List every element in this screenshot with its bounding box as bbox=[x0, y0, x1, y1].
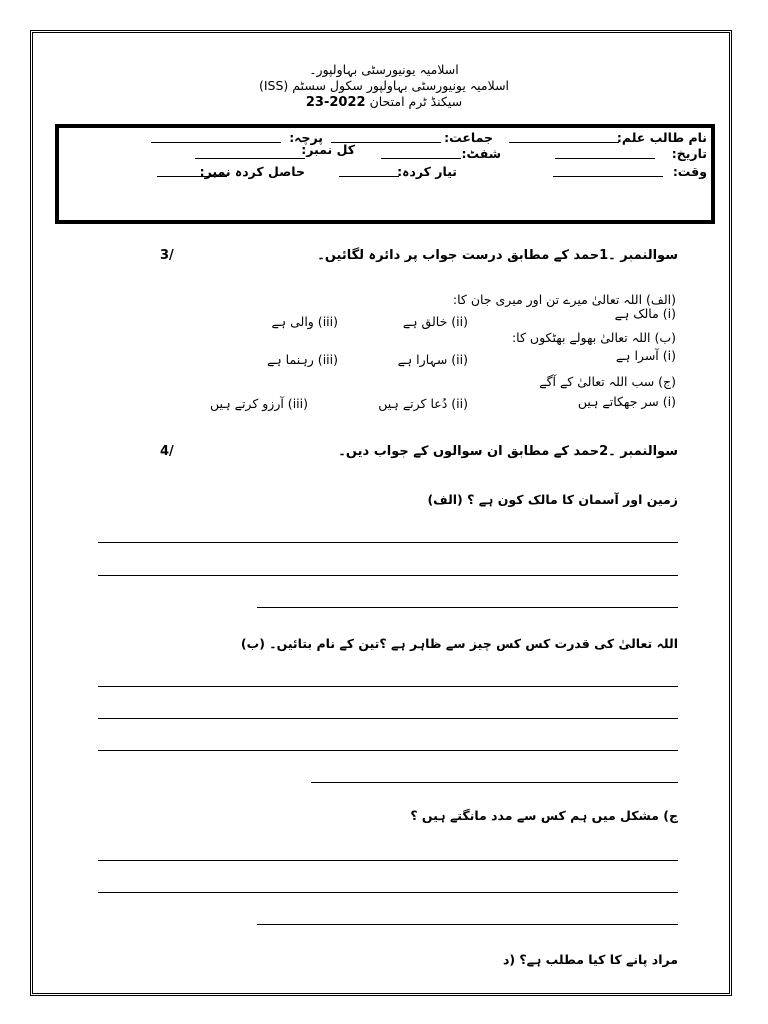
q2a-question: زمین اور آسمان کا مالک کون ہے ؟ (الف) bbox=[427, 492, 678, 507]
obtained-marks-field[interactable] bbox=[157, 176, 227, 177]
student-name-field[interactable] bbox=[509, 142, 619, 143]
q2c-question: ج) مشکل میں ہم کس سے مدد مانگتے ہیں ؟ bbox=[410, 808, 678, 823]
total-marks-field[interactable] bbox=[195, 158, 305, 159]
q1c-option-iii[interactable]: (iii) آرزو کرتے ہیں bbox=[210, 396, 308, 411]
q1-heading: سوالنمبر ۔1حمد کے مطابق درست جواب پر دائرہ لگائیں۔ bbox=[317, 248, 678, 263]
q1a-stem: (الف) اللہ تعالیٰ میرے تن اور میری جان کا: bbox=[452, 292, 676, 307]
q2d-question: مراد پانے کا کیا مطلب ہے؟ (د bbox=[502, 952, 678, 967]
q1-marks: 3/ bbox=[160, 248, 174, 263]
q2-marks: 4/ bbox=[160, 444, 174, 459]
q1a-option-ii[interactable]: (ii) خالق ہے bbox=[402, 314, 468, 329]
shift-label: شفٹ: bbox=[461, 146, 501, 161]
q2b-answer-line[interactable] bbox=[98, 718, 678, 719]
q2a-answer-line[interactable] bbox=[98, 542, 678, 543]
q1b-option-ii[interactable]: (ii) سہارا ہے bbox=[397, 352, 468, 367]
q1c-option-i[interactable]: (i) سر جھکاتے ہیں bbox=[577, 394, 676, 409]
q1a-option-i[interactable]: (i) مالک ہے bbox=[614, 306, 676, 321]
q2c-answer-line[interactable] bbox=[98, 892, 678, 893]
q1b-option-i[interactable]: (i) آسرا ہے bbox=[615, 348, 676, 363]
student-info-box bbox=[55, 124, 715, 224]
university-name: اسلامیہ یونیورسٹی بہاولپور۔ bbox=[309, 62, 459, 77]
shift-field[interactable] bbox=[381, 158, 461, 159]
prepared-by-field[interactable] bbox=[339, 176, 399, 177]
q2c-answer-line[interactable] bbox=[257, 924, 678, 925]
q2b-question: اللہ تعالیٰ کی قدرت کس کس چیز سے ظاہر ہے ؟تین کے نام بتائیں۔ (ب) bbox=[240, 636, 678, 651]
time-label: وقت: bbox=[672, 164, 707, 179]
q2b-answer-line[interactable] bbox=[98, 750, 678, 751]
q2a-answer-line[interactable] bbox=[257, 607, 678, 608]
paper-label: پرچہ: bbox=[289, 130, 323, 145]
q1a-option-iii[interactable]: (iii) والی ہے bbox=[271, 314, 338, 329]
date-label: تاریخ: bbox=[671, 146, 707, 161]
q2c-answer-line[interactable] bbox=[98, 860, 678, 861]
q1b-option-iii[interactable]: (iii) رہنما ہے bbox=[267, 352, 338, 367]
prepared-by-label: تیار کردہ: bbox=[397, 164, 457, 179]
q2b-answer-line[interactable] bbox=[98, 686, 678, 687]
exam-title bbox=[0, 94, 768, 111]
q2-heading: سوالنمبر ۔2حمد کے مطابق ان سوالوں کے جواب دیں۔ bbox=[338, 444, 678, 459]
time-field[interactable] bbox=[553, 176, 663, 177]
paper-field[interactable] bbox=[151, 142, 281, 143]
exam-year: 2022-23 bbox=[305, 95, 366, 110]
q1c-option-ii[interactable]: (ii) دُعا کرتے ہیں bbox=[378, 396, 468, 411]
q2b-answer-line[interactable] bbox=[311, 782, 678, 783]
school-system-name: اسلامیہ یونیورسٹی بہاولپور سکول سسٹم (ISS) bbox=[258, 78, 510, 93]
student-name-label: نام طالب علم: bbox=[616, 130, 707, 145]
term-name: سیکنڈ ٹرم امتحان bbox=[369, 94, 463, 109]
obtained-marks-label: حاصل کردہ نمبر: bbox=[199, 164, 305, 179]
exam-header bbox=[0, 62, 768, 111]
q1b-stem: (ب) اللہ تعالیٰ بھولے بھٹکوں کا: bbox=[511, 330, 676, 345]
total-marks-label: کل نمبر: bbox=[301, 142, 355, 157]
class-label: جماعت: bbox=[444, 130, 493, 145]
q1c-stem: (ج) سب اللہ تعالیٰ کے آگے bbox=[539, 374, 676, 389]
date-field[interactable] bbox=[555, 158, 655, 159]
q2a-answer-line[interactable] bbox=[98, 575, 678, 576]
